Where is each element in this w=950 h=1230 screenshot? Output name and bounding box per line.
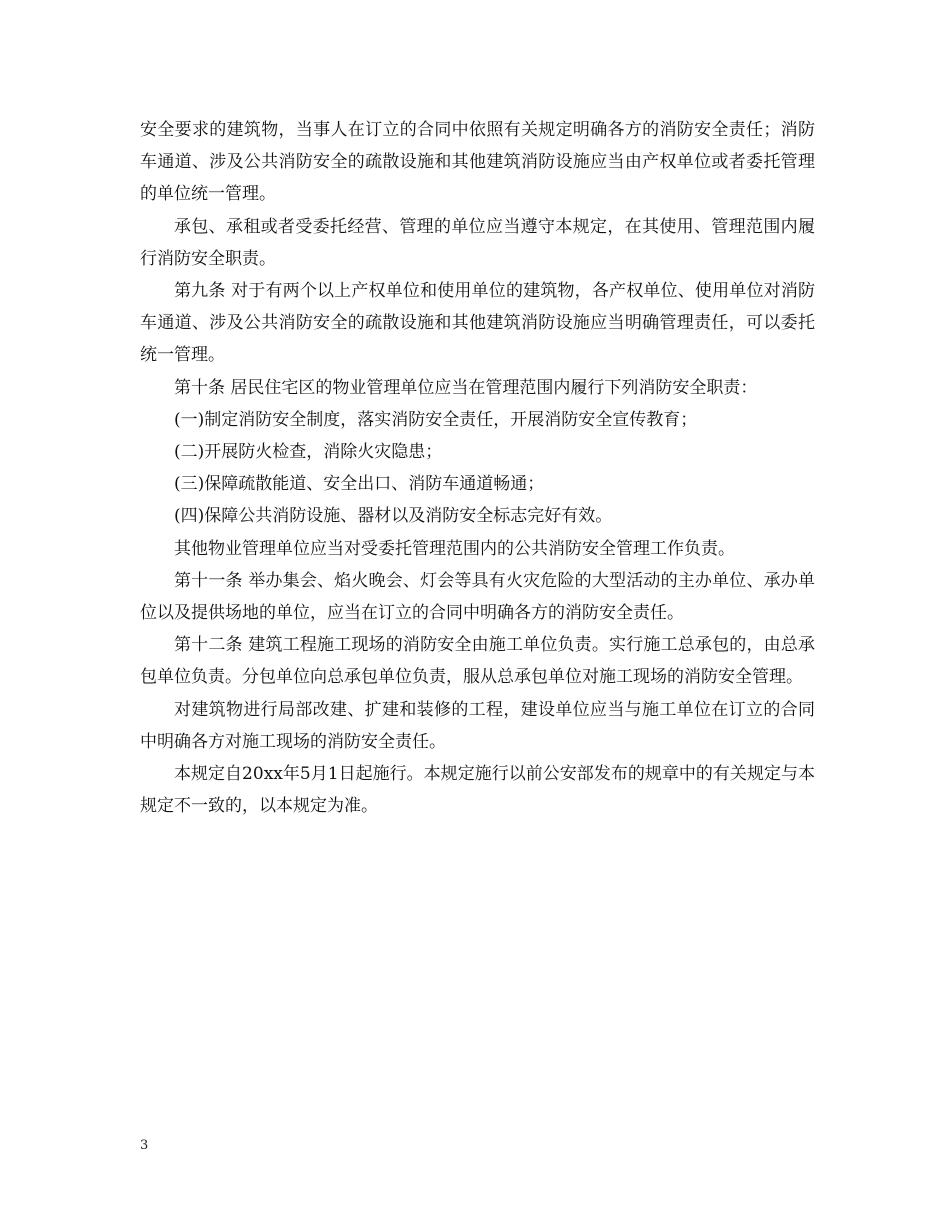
- list-item: (四)保障公共消防设施、器材以及消防安全标志完好有效。: [174, 506, 613, 527]
- article-9-paragraph: 第九条 对于有两个以上产权单位和使用单位的建筑物，各产权单位、使用单位对消防车通道、涉及公共消防安全的疏散设施和其他建筑消防设施应当明确管理责任，可以委托统一管理。: [140, 281, 815, 366]
- effective-date-paragraph: 本规定自20xx年5月1日起施行。本规定施行以前公安部发布的规章中的有关规定与本规定不一致的，以本规定为准。: [140, 764, 815, 817]
- article-11-paragraph: 第十一条 举办集会、焰火晚会、灯会等具有火灾危险的大型活动的主办单位、承办单位以及提供场地的单位，应当在订立的合同中明确各方的消防安全责任。: [140, 570, 815, 624]
- article-10-paragraph: 第十条 居民住宅区的物业管理单位应当在管理范围内履行下列消防安全职责：: [174, 377, 758, 398]
- list-item: (二)开展防火检查，消除火灾隐患；: [174, 442, 443, 463]
- paragraph: 安全要求的建筑物，当事人在订立的合同中依照有关规定明确各方的消防安全责任；消防车通道、涉及公共消防安全的疏散设施和其他建筑消防设施应当由产权单位或者委托管理的单位统一管理。: [140, 120, 815, 205]
- article-12-paragraph: 第十二条 建筑工程施工现场的消防安全由施工单位负责。实行施工总承包的，由总承包单位负责。分包单位向总承包单位负责，服从总承包单位对施工现场的消防安全管理。: [140, 635, 815, 688]
- list-item: (一)制定消防安全制度，落实消防安全责任，开展消防安全宣传教育；: [174, 409, 698, 430]
- page-number: 3: [140, 1138, 149, 1153]
- paragraph: 对建筑物进行局部改建、扩建和装修的工程，建设单位应当与施工单位在订立的合同中明确各方对施工现场的消防安全责任。: [140, 699, 815, 752]
- paragraph: 其他物业管理单位应当对受委托管理范围内的公共消防安全管理工作负责。: [174, 538, 735, 559]
- list-item: (三)保障疏散能道、安全出口、消防车通道畅通；: [174, 474, 545, 495]
- paragraph: 承包、承租或者受委托经营、管理的单位应当遵守本规定，在其使用、管理范围内履行消防安全职责。: [140, 216, 815, 269]
- body-text: [140, 114, 815, 822]
